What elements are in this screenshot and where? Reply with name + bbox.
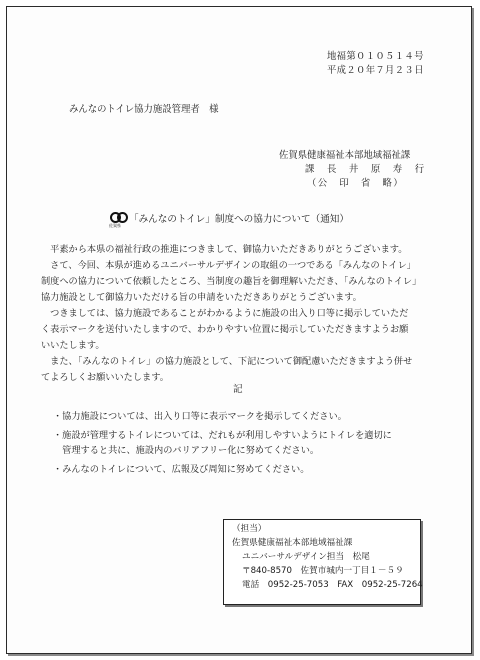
- minna-no-toilet-logo-icon: [109, 212, 127, 228]
- contact-label: （担当）: [232, 524, 267, 534]
- body-paragraph-line: 制度への協力について依頼したところ、当制度の趣旨を御理解いただき、「みんなのトイレ」: [41, 276, 422, 287]
- body-paragraph-line: つきましては、協力施設であることがわかるように施設の出入り口等に掲示していただ: [41, 308, 409, 319]
- contact-box: [223, 519, 421, 605]
- body-paragraph-line: てよろしくお願いいたします。: [41, 372, 169, 383]
- subject-line: 「みんなのトイレ」制度への協力について（通知）: [129, 214, 349, 225]
- document-date: 平成２０年７月２３日: [327, 65, 424, 76]
- sender-organization: 佐賀県健康福祉本部地域福祉課: [279, 150, 411, 161]
- document-page: [6, 6, 472, 654]
- contact-address: 〒840-8570 佐賀市城内一丁目１－５９: [242, 566, 404, 576]
- body-paragraph-line: く表示マークを送付いたしますので、わかりやすい位置に掲示していただきますようお願: [41, 324, 409, 335]
- request-item: ・協力施設については、出入り口等に表示マークを掲示してください。: [53, 411, 347, 422]
- logo-caption: 佐賀県: [109, 223, 121, 228]
- ki-heading: 記: [233, 384, 243, 395]
- contact-organization: 佐賀県健康福祉本部地域福祉課: [232, 538, 353, 548]
- document-number: 地福第０１０５１４号: [327, 51, 424, 62]
- request-item: ・みんなのトイレについて、広報及び周知に努めてください。: [53, 464, 310, 475]
- sender-title: 課 長 井 原 寿 行: [305, 164, 426, 175]
- body-paragraph-line: いいたします。: [41, 340, 105, 351]
- contact-phone-fax: 電話 0952-25-7053 FAX 0952-25-7264: [242, 580, 423, 590]
- body-paragraph-line: 協力施設として御協力いただける旨の申請をいただきありがとうございます。: [41, 292, 362, 303]
- body-paragraph-line: さて、今回、本県が進めるユニバーサルデザインの取組の一つである「みんなのトイレ」: [41, 260, 416, 271]
- request-item: ・施設が管理するトイレについては、だれもが利用しやすいようにトイレを適切に: [53, 430, 392, 441]
- contact-person: ユニバーサルデザイン担当 松尾: [242, 552, 370, 562]
- addressee: みんなのトイレ協力施設管理者 様: [69, 104, 219, 115]
- body-paragraph-line: 平素から本県の福祉行政の推進につきまして、御協力いただきありがとうございます。: [41, 244, 408, 255]
- request-item-continued: 管理すると共に、施設内のバリアフリー化に努めてください。: [53, 445, 320, 456]
- seal-omitted-note: （公 印 省 略）: [307, 178, 404, 189]
- body-paragraph-line: また、「みんなのトイレ」の協力施設として、下記について御配慮いただきますよう併せ: [41, 356, 413, 367]
